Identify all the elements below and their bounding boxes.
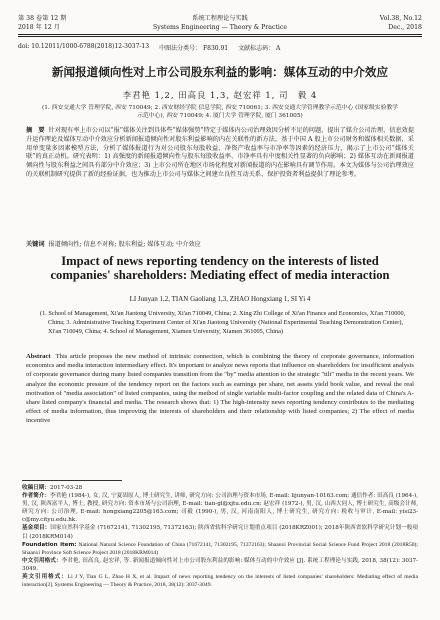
received-date [22,484,418,492]
footnote-rule [22,480,122,481]
keywords-label-zh: 关键词 [26,241,45,248]
header-volume: 第 38 卷第 12 期 [18,15,67,22]
header-journal-name-zh: 系统工程理论与实践 [192,15,248,22]
clc-number: 中图法分类号： F830.91 [159,45,229,52]
title-zh: 新闻报道倾向性对上市公司股东利益的影响：媒体互动的中介效应 [51,65,389,79]
bio-text: 李君艳 (1984-), 女, 汉, 宁夏固原人, 博士研究生, 讲师, 研究方向: 公司治理与资本市场, E-mail: lijunyan-10163.com; 通信作者: 田高良 (1964-), 男, 汉, 陕西富平人, 博士, 教授, 研究方向: 资本市场与公司治理, E-mail: tian-gl@xjtu.edu.cn; 赵宏祥 (1972-), 男, 汉, 山西大同人, 博士研究生, 高级会计师, 研究方向: 公司治理, E-mail: hongxiang2205@163.com; 司毅 (1990-), 男, 汉, 河南南阳人, 博士研究生, 研究方向: 税收与审计, E-mail: yisi23-c@my.cityu.edu.hk. [22,493,418,524]
header-date-en: Dec., 2018 [388,24,422,31]
abstract-text-en: This article proposes the new method of intrinsic connection, which is combining the theory of corporate governance, information economics and media interaction intermediary effect. It's important to analyze news reports that influence on shareholders for insufficient analysis of corporate governance during many listed companies transition from the "by" media attention to the strategic "tilt" media in the recent years. We analyze the economic pressure of the tendency report on the factors such as earnings per share, net assets yield book value, and reveal the real motivation of "media association" of listed companies, using the method of single variable multi-factor coupling and the related data of China's A-share listed company's financial and media. The research shows that: 1) The high-intensity news reporting tendency contributes to the mediating effect of media information, thus improving the interests of shareholders and their relationship with listed companies; 2) The effect of media incentive [26,353,415,425]
cite-text: 李君艳, 田高良, 赵宏祥, 等. 新闻报道倾向性对上市公司股东利益的影响: 媒体互动的中介效应 [J]. 系统工程理论与实践, 2018, 38(12): 3037-3049. [22,557,418,572]
header-line-1 [18,15,422,23]
affiliations-en: (1. School of Management, Xi'an Jiaotong University, Xi'an 710049, China; 2. Xing Zhi College of Xi'an Finance and Economics, Xi'an 710000, China; 3. Administrative Teaching Experiment Center of Xi'an Jiaotong University (National Experimental Teaching Demonstration Center), Xi'an 710049, China; 4. School of Management, Xiamen University, Xiamen 361005, China) [40,310,406,335]
author-bio [22,492,418,524]
doi[interactable]: doi: 10.12011/1000-6788(2018)12-3037-13 [18,43,150,50]
header-rule [18,34,422,35]
fund-en-text: National Natural Science Foundation of China (71672141, 71302195, 71372163); Shaanxi Provincial Social Science Fund Project 2018 (2018R50); Shaanxi Province Soft Science Project 2018 (2018KRM014) [22,541,418,556]
cite-zh [22,557,418,573]
authors-en: LI Junyan 1,2, TIAN Gaoliang 1,3, ZHAO Hongxiang 1, SI Yi 4 [129,295,311,303]
header-rule-thin [18,36,422,37]
abstract-text-zh: 针对现有率上市公司以“报”媒体关注到具体些“媒体强势”特定于媒体内公司治理效因分析不足的问题，提出了媒介公司治理、信息效提升运作理论及媒体互动中介效应分析新闻报道倾向性对股东利益影响的内在关联性的新方法。基于中国 A 股上市公司财务和媒体相关数据，采用单变量多因素模型方法，分析了媒体报道行为对公司股东每股收益、净资产收益率与市净率等因素的经济压力，揭示了上市公司“媒体关联”的真正动机。研究表明：1) 高强度的新闻报道倾向性与股东每股收益率、市净率具有中度相关性显著的负向影响；2) 媒体互动在新闻报道倾向性与股东利益之间具有部分中介效应；3) 上市公司所在地区市场化程度对新闻报道的内在影响具有调节作用。本文为媒体与公司治理效应的关联机制研究提供了新的经验证据，也为推动上市公司与媒体之间建立良性互动关系、保护投资者利益提供了理论参考。 [26,127,415,178]
cite-en [22,573,418,589]
article-meta [18,43,422,52]
title-en: Impact of news reporting tendency on the interests of listed companies' shareholders: Mediating effect of media interaction [50,254,390,282]
document-code: 文献标志码： A [238,45,281,52]
received-label: 收稿日期： [22,485,50,491]
header-journal-name-en: Systems Engineering — Theory & Practice [152,24,288,31]
footnotes [22,484,418,589]
affiliations-zh: (1. 西安交通大学 管理学院, 西安 710049; 2. 西安财经学院 信息学院, 西安 710061; 3. 西安交通大学管理教学示范中心 (国家级实验教学示范中心), 西安 710049; 4. 厦门大学 管理学院, 厦门 361005) [42,105,398,120]
header-line-2 [18,24,422,32]
cite-en-text: Li J Y, Tian G L, Zhao H X, et al. Impact of news reporting tendency on the interests of listed companies' shareholders: Mediating effect of media interaction[J]. Systems Engineering — Theory & Practice, 2018, 38(12): 3037-3049. [22,574,418,589]
cite-en-label: 英文引用格式： [22,574,68,581]
fund-label: 基金项目： [22,525,51,532]
keywords-text-zh: 报道倾向性; 信息不对称; 股东利益; 媒体互动; 中介效应 [48,241,201,248]
fund-en [22,541,418,557]
cite-label: 中文引用格式： [22,557,62,564]
abstract-label-zh: 摘 要 [26,127,45,134]
abstract-zh [26,127,414,180]
fund-text: 国家自然科学基金 (71672141, 71302195, 71372163); 陕西省软科学研究计划重点项目 (2018KRZ001); 2018年陕西省软科学研究计划一般项目 (2018KRM014) [22,525,418,540]
fund-en-label: Foundation item: [22,541,77,548]
header-date: 2018 年 12 月 [18,24,60,31]
abstract-en [26,352,414,426]
header-volume-en: Vol.38, No.12 [379,15,422,22]
received-value: 2017-03-28 [49,485,83,491]
keywords-zh [26,239,414,248]
abstract-label-en: Abstract [26,353,51,360]
bio-label: 作者简介： [22,493,51,500]
authors-zh: 李君艳 1,2, 田高良 1,3, 赵宏祥 1, 司 毅 4 [122,90,318,100]
fund-zh [22,524,418,540]
